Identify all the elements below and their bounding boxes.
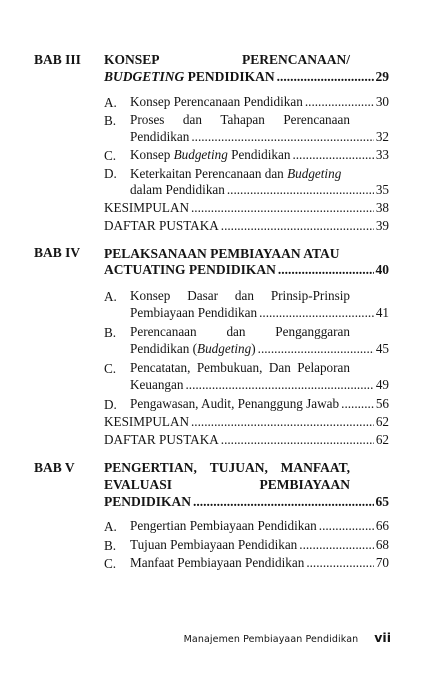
chapter-label: BAB III	[34, 52, 81, 67]
dot-leader	[292, 147, 373, 163]
toc-entry[interactable]: Pendidikan (Budgeting) ..... 45	[130, 341, 389, 358]
dot-leader	[319, 518, 374, 534]
chapter-title-line: PENGERTIAN, TUJUAN, MANFAAT,	[104, 460, 350, 475]
chapter-title-line: EVALUASI PEMBIAYAAN	[104, 477, 350, 492]
dot-leader	[278, 262, 374, 278]
toc-entry-line: Keterkaitan Perencanaan dan Budgeting	[130, 166, 342, 181]
toc-entry[interactable]: Pengertian Pembiayaan Pendidikan ..... 66	[130, 518, 389, 535]
dot-leader	[191, 129, 373, 145]
footer-book-title: Manajemen Pembiayaan Pendidikan	[183, 634, 359, 645]
entry-letter: D.	[104, 166, 117, 181]
dot-leader	[259, 305, 374, 321]
footer-page-number: vii	[374, 630, 391, 645]
toc-entry[interactable]: Keuangan ..... 49	[130, 377, 389, 394]
toc-entry-line: Perencanaan dan Penganggaran	[130, 324, 350, 339]
page-number: 40	[375, 262, 389, 277]
toc-entry-line: Pencatatan, Pembukuan, Dan Pelaporan	[130, 360, 350, 375]
page-footer	[184, 630, 391, 645]
toc-entry-kesimpulan[interactable]: KESIMPULAN ..... 38	[104, 200, 389, 217]
dot-leader	[227, 182, 374, 198]
toc-entry[interactable]: Konsep Perencanaan Pendidikan ..... 30	[130, 94, 389, 111]
toc-entry[interactable]: Pembiayaan Pendidikan ..... 41	[130, 305, 389, 322]
entry-letter: C.	[104, 556, 117, 571]
chapter-label: BAB IV	[34, 245, 81, 260]
entry-letter: B.	[104, 113, 117, 128]
entry-letter: C.	[104, 361, 117, 376]
dot-leader	[185, 377, 373, 393]
chapter-title-entry[interactable]: PENDIDIKAN ..... 65	[104, 494, 389, 511]
toc-entry[interactable]: dalam Pendidikan ..... 35	[130, 182, 389, 199]
entry-letter: A.	[104, 95, 117, 110]
dot-leader	[299, 537, 374, 553]
chapter-title-entry[interactable]: BUDGETING PENDIDIKAN ..... 29	[104, 69, 389, 86]
dot-leader	[191, 200, 374, 216]
dot-leader	[258, 341, 374, 357]
page-number: 29	[375, 69, 389, 84]
page-number: 65	[375, 494, 389, 509]
entry-letter: C.	[104, 148, 117, 163]
toc-entry[interactable]: Konsep Budgeting Pendidikan ..... 33	[130, 147, 389, 164]
dot-leader	[221, 218, 374, 234]
dot-leader	[305, 94, 374, 110]
entry-letter: A.	[104, 289, 117, 304]
entry-letter: D.	[104, 397, 117, 412]
dot-leader	[221, 432, 374, 448]
dot-leader	[341, 396, 374, 412]
toc-entry-kesimpulan[interactable]: KESIMPULAN ..... 62	[104, 414, 389, 431]
dot-leader	[193, 494, 373, 510]
dot-leader	[191, 414, 374, 430]
chapter-label: BAB V	[34, 460, 75, 475]
chapter-title-entry[interactable]: ACTUATING PENDIDIKAN ..... 40	[104, 262, 389, 279]
toc-entry[interactable]: Pengawasan, Audit, Penanggung Jawab ..... 56	[130, 396, 389, 413]
toc-entry-line: Konsep Dasar dan Prinsip-Prinsip	[130, 288, 350, 303]
toc-entry-line: Proses dan Tahapan Perencanaan	[130, 112, 350, 127]
toc-entry[interactable]: Pendidikan ..... 32	[130, 129, 389, 146]
toc-entry-daftar-pustaka[interactable]: DAFTAR PUSTAKA ..... 39	[104, 218, 389, 235]
toc-entry[interactable]: Tujuan Pembiayaan Pendidikan ..... 68	[130, 537, 389, 554]
entry-letter: B.	[104, 325, 117, 340]
dot-leader	[277, 69, 374, 85]
entry-letter: A.	[104, 519, 117, 534]
toc-entry-daftar-pustaka[interactable]: DAFTAR PUSTAKA ..... 62	[104, 432, 389, 449]
chapter-title-line: KONSEP PERENCANAAN/	[104, 52, 350, 67]
dot-leader	[306, 555, 373, 571]
chapter-title-line: PELAKSANAAN PEMBIAYAAN ATAU	[104, 246, 340, 261]
toc-entry[interactable]: Manfaat Pembiayaan Pendidikan ..... 70	[130, 555, 389, 572]
entry-letter: B.	[104, 538, 117, 553]
